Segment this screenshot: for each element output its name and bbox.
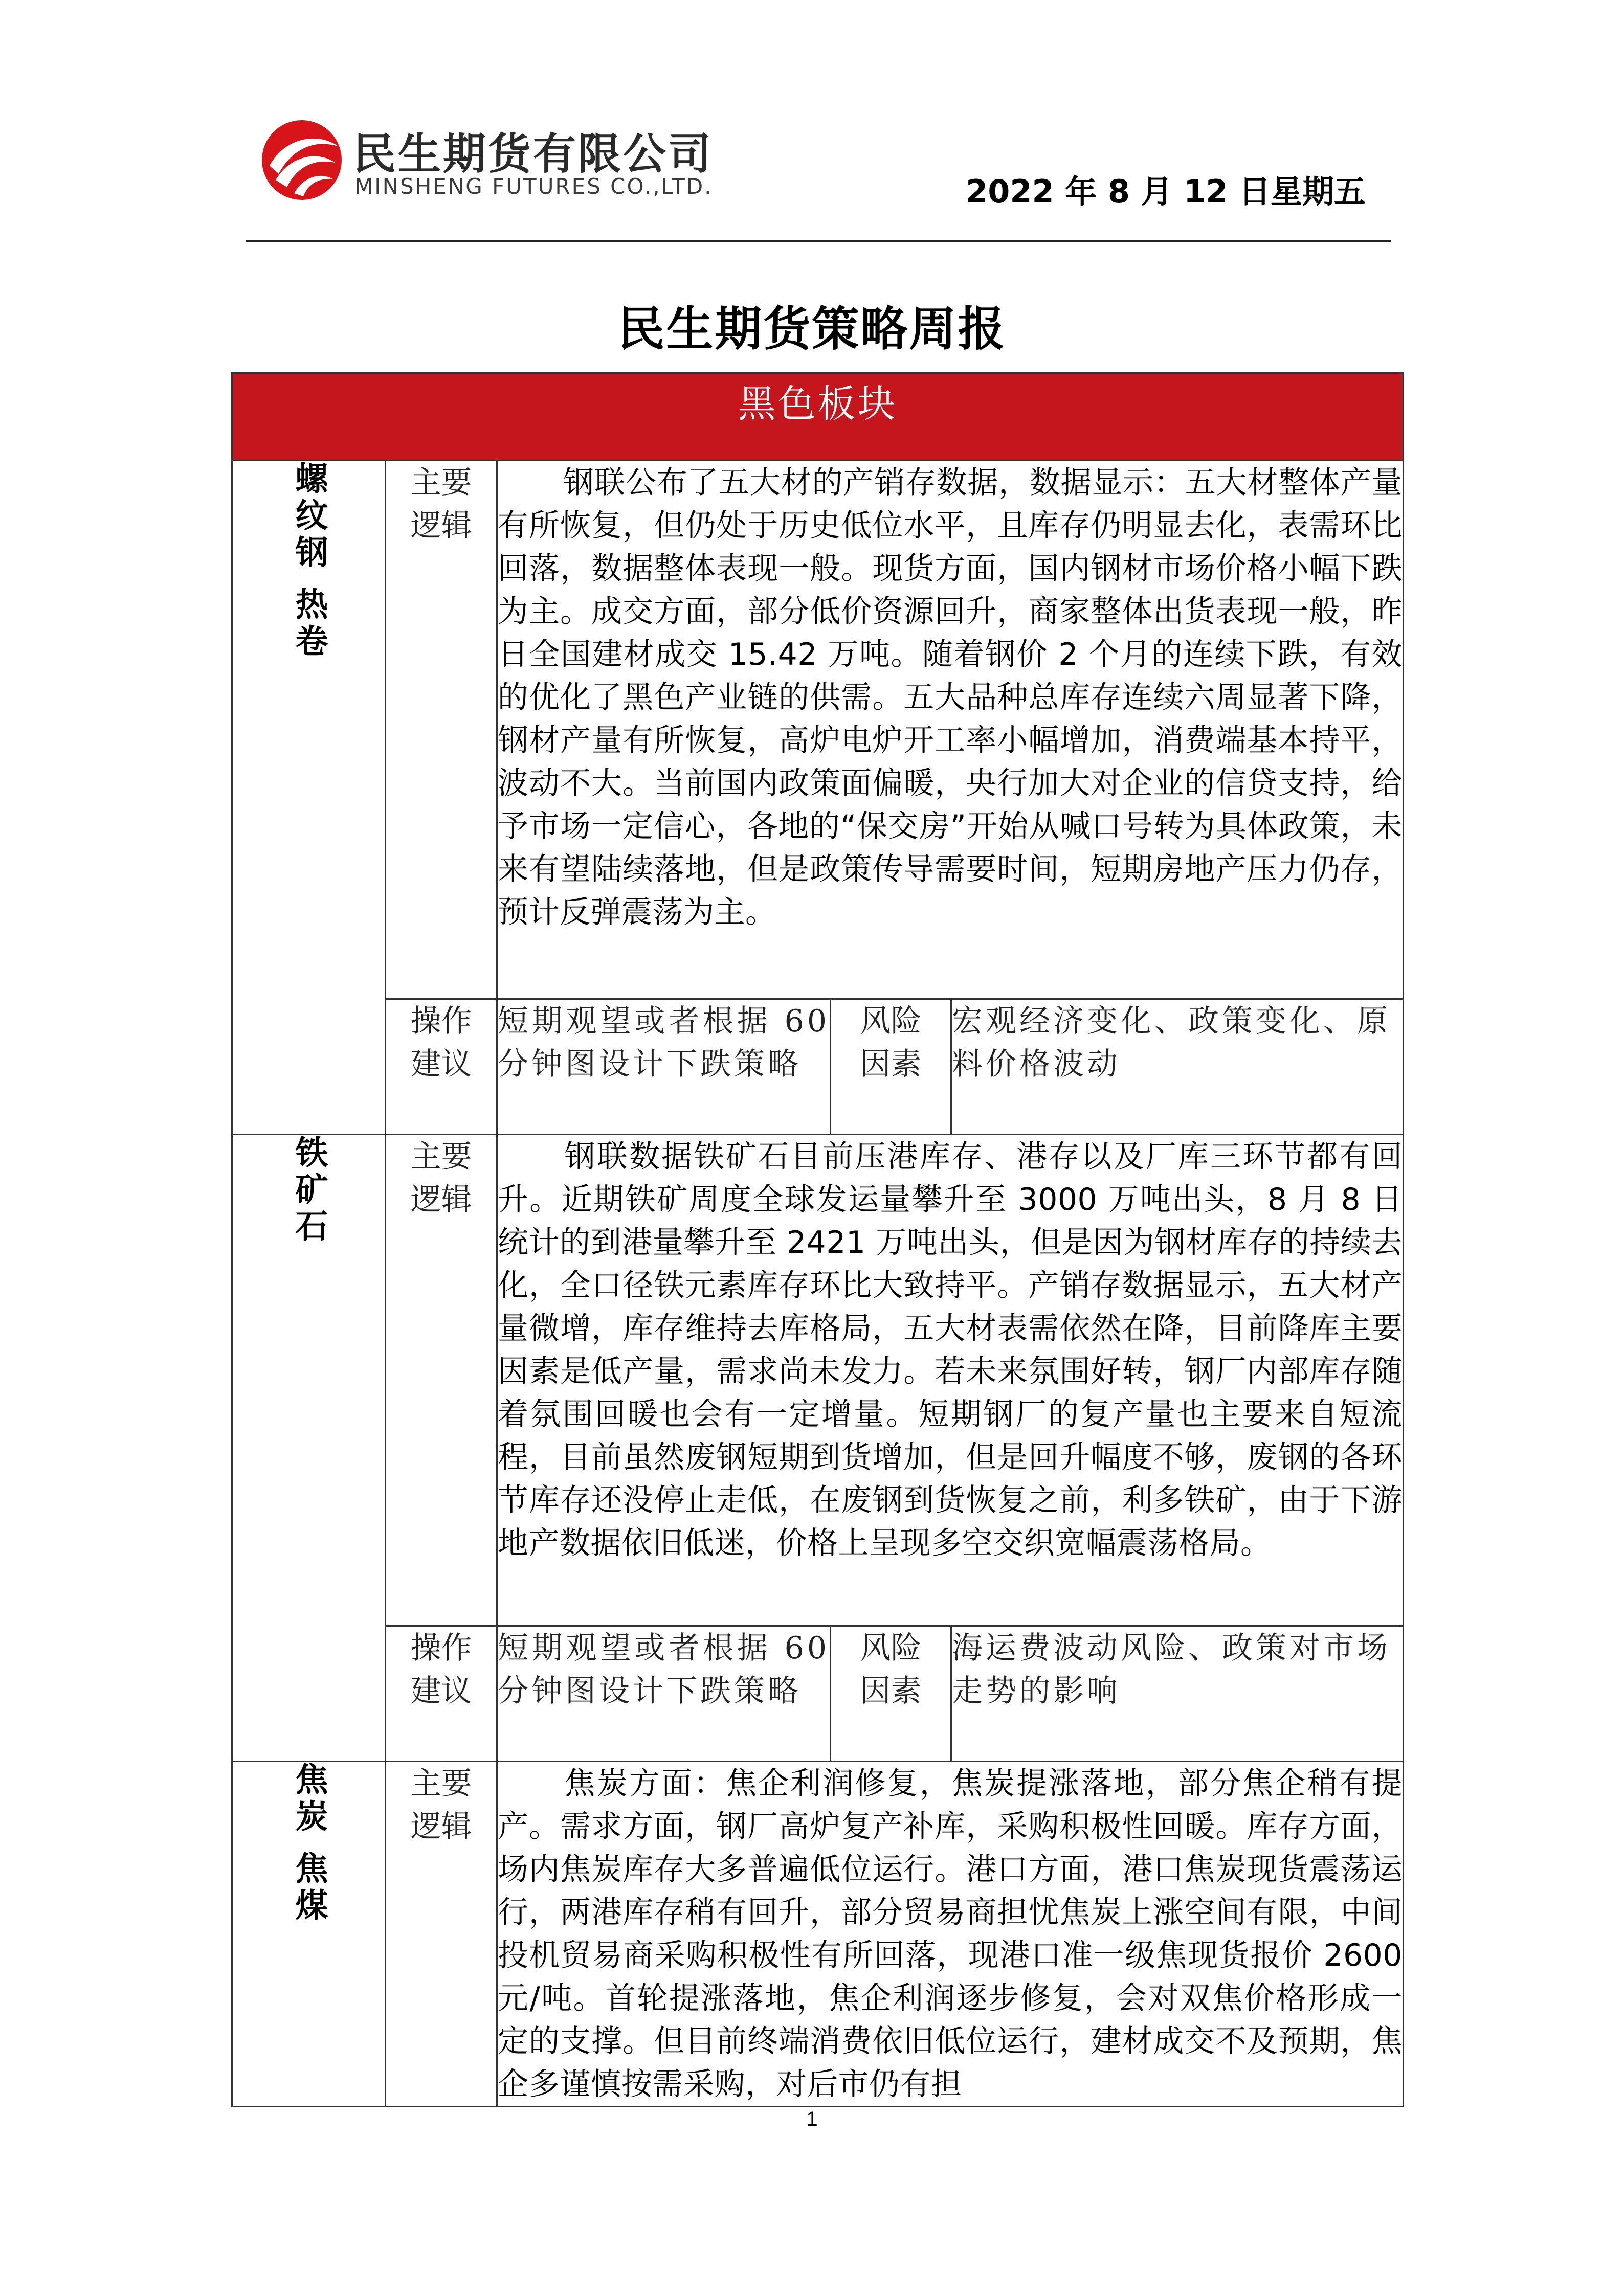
table-row — [232, 1626, 1404, 1762]
logic-label: 主要 逻辑 — [386, 1135, 497, 1626]
product-name: 铁矿石 — [290, 1135, 328, 1246]
table-row — [232, 999, 1404, 1135]
page-title: 民生期货策略周报 — [617, 302, 1007, 356]
company-name-en: MINSHENG FUTURES CO.,LTD. — [354, 174, 713, 199]
product-cell — [232, 1135, 386, 1762]
product-name: 螺纹钢 热卷 — [290, 461, 328, 661]
sector-title: 黑色板块 — [232, 373, 1404, 461]
product-cell — [232, 461, 386, 1135]
logic-label: 主要 逻辑 — [386, 461, 497, 999]
sector-header-row — [232, 373, 1404, 461]
logic-text: 焦炭方面：焦企利润修复，焦炭提涨落地，部分焦企稍有提产。需求方面，钢厂高炉复产补库，采购积极性回暖。库存方面，场内焦炭库存大多普遍低位运行。港口方面，港口焦炭现货震荡运行，两港库存稍有回升，部分贸易商担忧焦炭上涨空间有限，中间投机贸易商采购积极性有所回落，现港口准一级焦现货报价 2600 元/吨。首轮提涨落地，焦企利润逐步修复，会对双焦价格形成一定的支撑。但目前终端消费依旧低位运行，建材成交不及预期，焦企多谨慎按需采购，对后市仍有担 — [497, 1762, 1404, 2107]
risk-label: 风险 因素 — [831, 999, 951, 1135]
table-row — [232, 461, 1404, 999]
company-logo — [258, 117, 749, 204]
product-name: 焦炭 焦煤 — [290, 1762, 328, 1925]
strategy-table — [231, 372, 1404, 2107]
risk-text: 宏观经济变化、政策变化、原料价格波动 — [951, 999, 1404, 1135]
product-cell — [232, 1762, 386, 2107]
logic-text: 钢联公布了五大材的产销存数据，数据显示：五大材整体产量有所恢复，但仍处于历史低位水平，且库存仍明显去化，表需环比回落，数据整体表现一般。现货方面，国内钢材市场价格小幅下跌为主。成交方面，部分低价资源回升，商家整体出货表现一般，昨日全国建材成交 15.42 万吨。随着钢价 2 个月的连续下跌，有效的优化了黑色产业链的供需。五大品种总库存连续六周显著下降，钢材产量有所恢复，高炉电炉开工率小幅增加，消费端基本持平，波动不大。当前国内政策面偏暖，央行加大对企业的信贷支持，给予市场一定信心，各地的“保交房”开始从喊口号转为具体政策，未来有望陆续落地，但是政策传导需要时间，短期房地产压力仍存，预计反弹震荡为主。 — [497, 461, 1404, 999]
header-divider — [246, 240, 1391, 242]
table-row — [232, 1762, 1404, 2107]
advice-label: 操作 建议 — [386, 999, 497, 1135]
page-number: 1 — [806, 2108, 818, 2130]
advice-label: 操作 建议 — [386, 1626, 497, 1762]
advice-text: 短期观望或者根据 60 分钟图设计下跌策略 — [497, 999, 831, 1135]
minsheng-logo-icon — [258, 117, 345, 204]
logic-text: 钢联数据铁矿石目前压港库存、港存以及厂库三环节都有回升。近期铁矿周度全球发运量攀升至 3000 万吨出头，8 月 8 日统计的到港量攀升至 2421 万吨出头，但是因为钢材库存的持续去化，全口径铁元素库存环比大致持平。产销存数据显示，五大材产量微增，库存维持去库格局，五大材表需依然在降，目前降库主要因素是低产量，需求尚未发力。若未来氛围好转，钢厂内部库存随着氛围回暖也会有一定增量。短期钢厂的复产量也主要来自短流程，目前虽然废钢短期到货增加，但是回升幅度不够，废钢的各环节库存还没停止走低，在废钢到货恢复之前，利多铁矿，由于下游地产数据依旧低迷，价格上呈现多空交织宽幅震荡格局。 — [497, 1135, 1404, 1626]
advice-text: 短期观望或者根据 60 分钟图设计下跌策略 — [497, 1626, 831, 1762]
risk-label: 风险 因素 — [831, 1626, 951, 1762]
risk-text: 海运费波动风险、政策对市场走势的影响 — [951, 1626, 1404, 1762]
report-date: 2022 年 8 月 12 日星期五 — [966, 173, 1366, 210]
table-row — [232, 1135, 1404, 1626]
company-name-cn: 民生期货有限公司 — [353, 129, 714, 179]
logic-label: 主要 逻辑 — [386, 1762, 497, 2107]
